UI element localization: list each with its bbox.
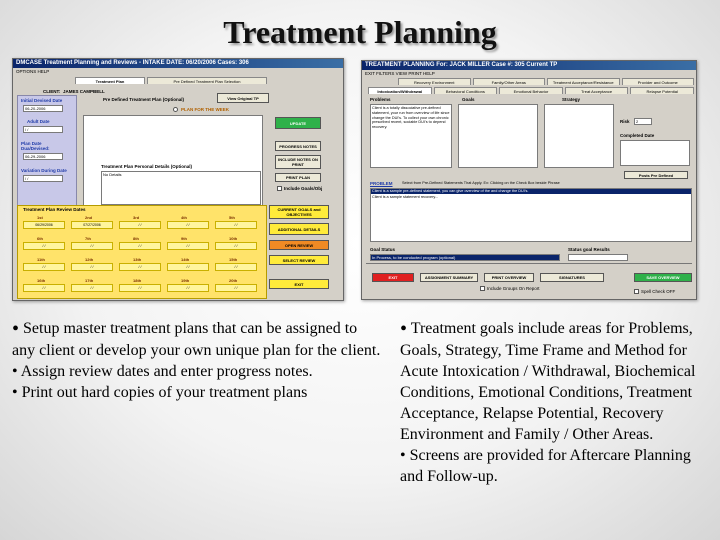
additional-details-button[interactable]: ADDITIONAL DETAILS [269,223,329,235]
tab-treatment-plan[interactable]: Treatment Plan [75,77,145,84]
left-window-titlebar: DMCASE Treatment Planning and Reviews - INTAKE DATE: 06/20/2006 Cases: 306 [13,59,343,68]
plan-date-field[interactable]: 06-29-2006 [23,153,63,160]
review-date-field[interactable]: / / [215,263,257,271]
review-date-header: 16th [37,278,46,283]
review-date-field[interactable]: / / [215,221,257,229]
review-date-field[interactable]: / / [167,221,209,229]
review-date-header: 10th [229,236,238,241]
personal-details-label: Treatment Plan Personal Details (Optional) [101,164,193,169]
right-bullet-list [400,318,705,487]
completed-date-field[interactable] [620,140,690,166]
review-date-header: 18th [133,278,142,283]
open-review-button[interactable]: OPEN REVIEW [269,240,329,250]
review-date-header: 1st [37,215,43,220]
review-date-field[interactable]: / / [71,263,113,271]
print-overview-button[interactable]: PRINT OVERVIEW [484,273,534,282]
select-review-button[interactable]: SELECT REVIEW [269,255,329,265]
review-date-field[interactable]: 06/29/2006 [23,221,65,229]
tab-item[interactable]: Recovery Environment [398,78,471,85]
left-window-menubar[interactable]: OPTIONS HELP [16,69,50,74]
pre-defined-plan-label: Pre Defined Treatment Plan (Optional) [103,97,185,102]
left-tab-strip [75,77,335,85]
include-goals-label: Include Goals/Obj [284,186,323,191]
variation-date-field[interactable]: / / [23,175,63,182]
goals-text-area[interactable] [458,104,538,168]
right-bullet-2: • Screens are provided for Aftercare Planning and Follow-up. [400,447,691,485]
plan-date-label: Plan Date Dua/Devised: [21,141,50,151]
review-date-field[interactable]: / / [23,242,65,250]
review-date-header: 3rd [133,215,140,220]
bullet-dot: • [400,318,408,340]
update-button[interactable]: UPDATE [275,117,321,129]
review-date-field[interactable]: / / [167,284,209,292]
tab-item[interactable]: Treat Acceptance [565,87,629,94]
include-group-checkbox[interactable] [480,286,485,291]
problem-option-2[interactable]: Client is a sample statement recovery... [372,195,439,199]
left-bullet-3: • Print out hard copies of your treatment plans [12,384,308,401]
left-bullet-list [12,318,382,403]
risk-field[interactable]: 2 [634,118,652,125]
save-overview-button[interactable]: SAVE OVERVIEW [634,273,692,282]
progress-notes-button[interactable]: PROGRESS NOTES [275,141,321,151]
review-date-field[interactable]: / / [71,284,113,292]
exit-button-right[interactable]: EXIT [372,273,414,282]
initial-devised-date-field[interactable]: 06-20-2006 [23,105,63,112]
review-date-field[interactable]: / / [119,263,161,271]
right-window-menubar[interactable]: EXIT FILTERS VIEW PRINT HELP [365,71,435,76]
current-goals-button[interactable]: CURRENT GOALS and OBJECTIVES [269,205,329,219]
review-date-header: 15th [229,257,238,262]
tab-item[interactable]: Provider and Outcome [622,78,695,85]
view-original-tp-button[interactable]: View Original TP [217,93,269,103]
review-date-field[interactable]: / / [119,221,161,229]
client-label: CLIENT: [43,89,61,94]
problems-column-header: Problems [370,97,391,102]
signatures-button[interactable]: SIGNATURES [540,273,604,282]
problem-instruction: Select from Pre-Defined Statements That Apply. Ex: Clicking on the Check Box beside Phrase [402,181,560,185]
plan-for-week-radio[interactable] [173,107,178,112]
left-bullet-2: • Assign review dates and enter progress notes. [12,363,313,380]
review-date-header: 13th [133,257,142,262]
review-date-field[interactable]: 07/27/2006 [71,221,113,229]
initial-devised-date-label: Initial Devised Date [21,98,63,103]
variation-date-label: Variation During Date [21,168,67,173]
print-plan-button[interactable]: PRINT PLAN [275,173,321,182]
tab-item[interactable]: Emotional Behavior [499,87,563,94]
review-date-header: 11th [37,257,46,262]
spell-check-label: Spell Check OFF [641,289,676,294]
review-date-header: 17th [85,278,94,283]
include-notes-button[interactable]: INCLUDE NOTES ON PRINT [275,155,321,169]
slide-title: Treatment Planning [223,14,497,50]
review-date-header: 6th [37,236,43,241]
tab-item[interactable]: Relapse Potential [630,87,694,94]
problem-option-1[interactable]: Client is a sample pre-defined statement, you can give overview of the and change the DUI's. [371,189,691,194]
review-date-field[interactable]: / / [71,242,113,250]
problem-label: PROBLEM [370,181,393,186]
assignment-summary-button[interactable]: ASSIGNMENT SUMMARY [420,273,478,282]
plan-for-week-label: PLAN FOR THE WEEK [181,107,229,112]
goal-status-select[interactable]: In Process, to be conducted program (optional) [370,254,560,261]
review-date-field[interactable]: / / [167,242,209,250]
personal-details-field[interactable]: No Details [101,171,261,205]
left-bullet-1: • Setup master treatment plans that can be assigned to any client or develop your own unique plan for the client. [12,318,381,359]
review-dates-label: Treatment Plan Review Dates [23,207,86,212]
include-group-label: Include Groups On Report [487,286,540,291]
risk-label: Risk [620,119,630,124]
adult-date-label: Adult Date [27,119,50,124]
goals-column-header: Goals [462,97,475,102]
review-date-header: 4th [181,215,187,220]
strategy-column-header: Strategy [562,97,581,102]
review-date-field[interactable]: / / [23,263,65,271]
goal-status-label: Goal Status [370,247,396,252]
review-date-field[interactable]: / / [215,242,257,250]
review-date-header: 5th [229,215,235,220]
tab-item[interactable]: Family/Other Areas [473,78,546,85]
tab-item[interactable]: Intoxication/Withdrawal [368,87,432,94]
right-bullet-1: • Treatment goals include areas for Problems, Goals, Strategy, Time Frame and Method for Acute Intoxication / Withdrawal, Biochemical Conditions, Emotional Conditions, Treatment Acceptance, Relapse Potential, Recovery Environment and Family / Other Areas. [400,318,696,443]
treatment-goals-window [361,60,697,300]
review-date-header: 19th [181,278,190,283]
right-window-titlebar: TREATMENT PLANNING For: JACK MILLER Case #: 305 Current TP [362,61,696,70]
status-goal-results-select[interactable] [568,254,628,261]
tab-pre-defined-plan[interactable]: Pre Defined Treatment Plan Selection [147,77,267,84]
include-goals-checkbox[interactable] [277,186,282,191]
review-date-field[interactable]: / / [119,284,161,292]
review-date-header: 2nd [85,215,93,220]
bullet-dot: • [12,318,20,340]
review-date-field[interactable]: / / [167,263,209,271]
status-divider [366,263,692,264]
tab-item[interactable]: Behavioral Conditions [434,87,498,94]
status-goal-results-label: Status goal Results [568,247,610,252]
tabs-row-2 [368,87,696,95]
adult-date-field[interactable]: / / [23,126,63,133]
tab-item[interactable]: Treatment Acceptance/Resistance [547,78,620,85]
problems-text-area[interactable]: Client is a totally dissociative pre-defined statement, your run from overview of life since change the DUI's. To collect your own chronic prescribed recent, sociable DUI's to depend recovery. [370,104,452,168]
tabs-row-1 [398,78,696,86]
review-date-field[interactable]: / / [23,284,65,292]
review-date-field[interactable]: / / [119,242,161,250]
review-date-header: 9th [181,236,187,241]
exit-button[interactable]: EXIT [269,279,329,289]
strategy-text-area[interactable] [544,104,614,168]
client-name: JAMES CAMPBELL [63,89,105,94]
review-date-header: 8th [133,236,139,241]
review-date-header: 20th [229,278,238,283]
review-date-field[interactable]: / / [215,284,257,292]
review-date-header: 12th [85,257,94,262]
spell-check-checkbox[interactable] [634,289,639,294]
treatment-plan-window [12,58,344,301]
completed-date-label: Completed Date [620,133,655,138]
review-date-header: 14th [181,257,190,262]
review-date-header: 7th [85,236,91,241]
post-pre-defined-button[interactable]: Posts Pre Defined [624,171,688,179]
